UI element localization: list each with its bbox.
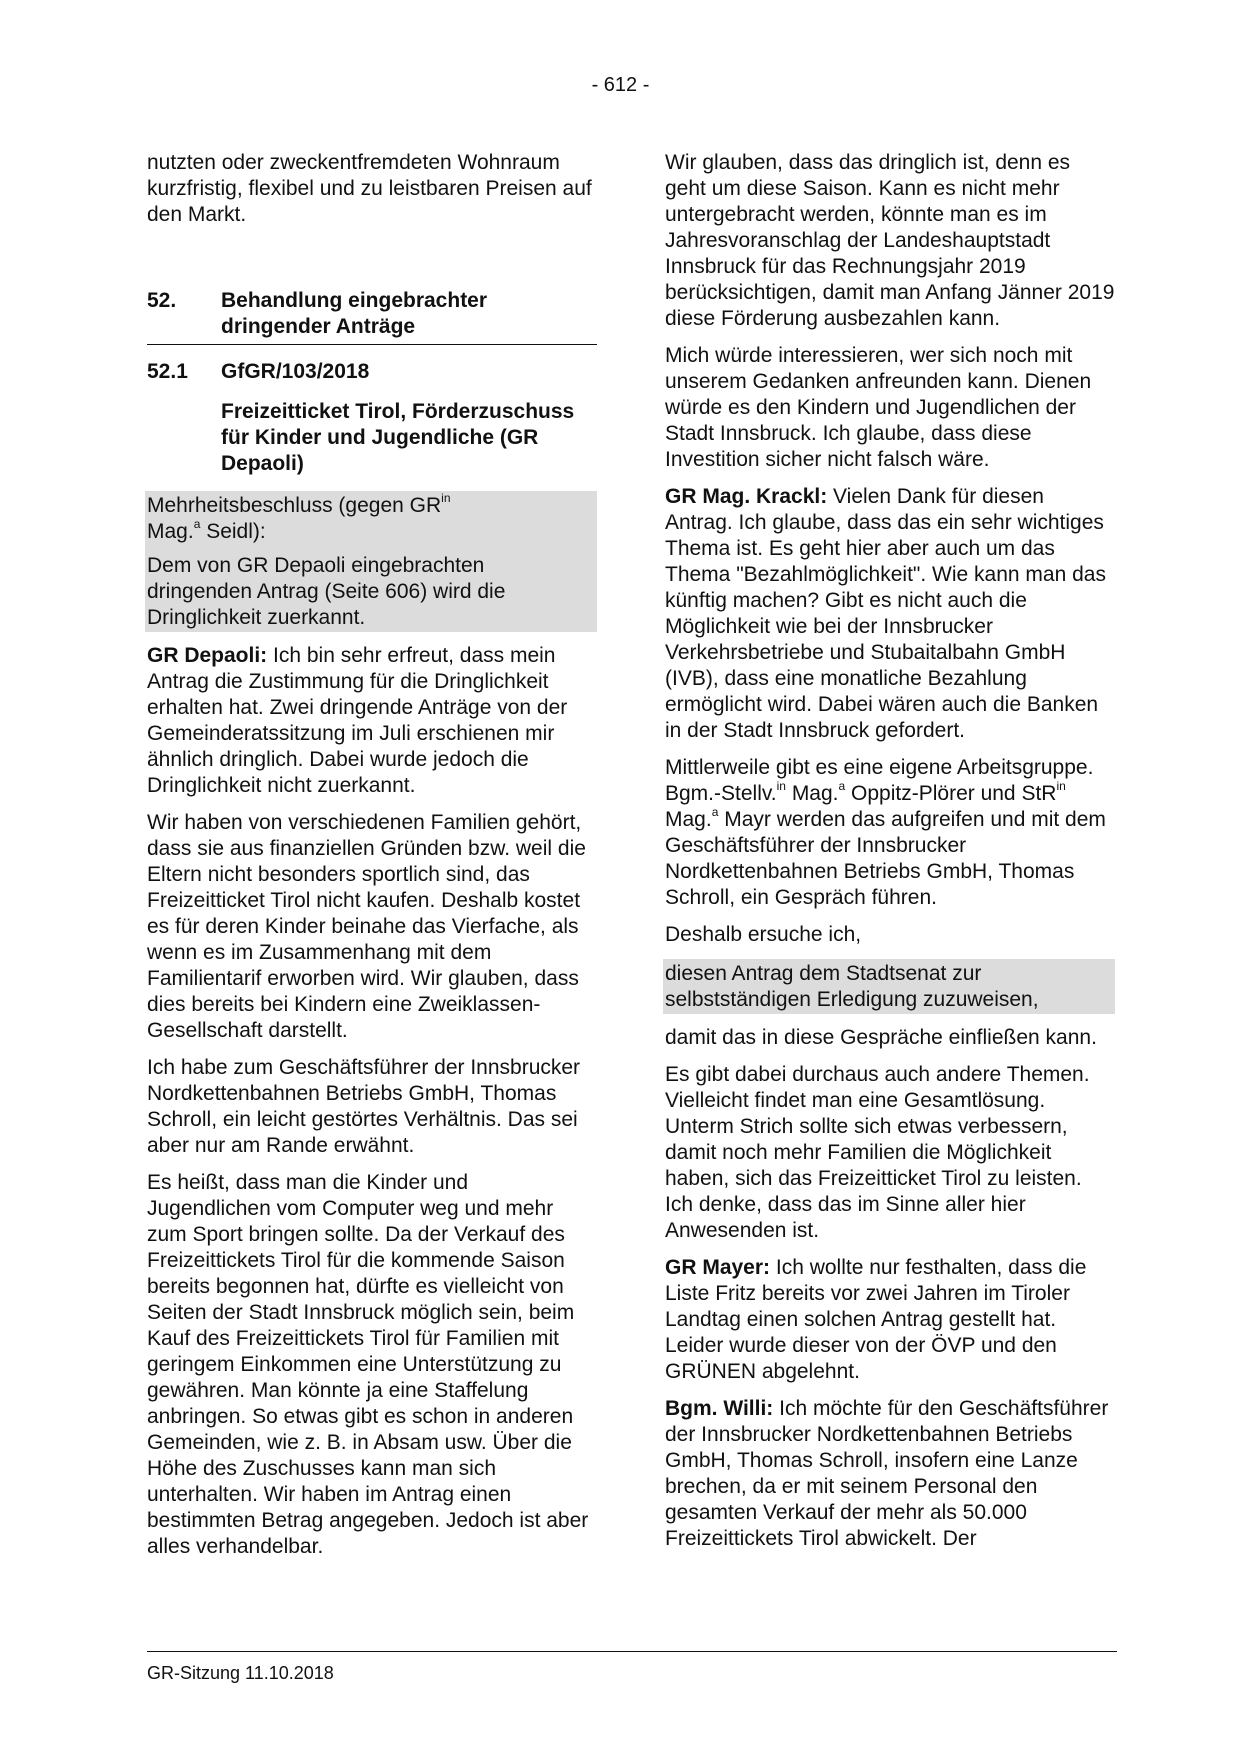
speech-paragraph: Deshalb ersuche ich, bbox=[665, 923, 862, 946]
subsection-number: 52.1 bbox=[147, 360, 188, 383]
speech-paragraph: Wir haben von verschiedenen Familien gehört, dass sie aus finanziellen Gründen bzw. weil die Eltern nicht besonders sportlich sind, das Freizeitticket Tirol nicht kaufen. Deshalb kostet es für deren Kinder beinahe das Vierfache, als wenn es im Zusammenhang mit dem Familientarif erworben wird. Wir glauben, dass dies bereits bei Kindern eine Zweiklassen-Gesellschaft darstellt. bbox=[147, 811, 586, 1042]
speech-paragraph: Es gibt dabei durchaus auch andere Themen. Vielleicht findet man eine Gesamtlösung. Unterm Strich sollte sich etwas verbessern, damit noch mehr Familien die Möglichkeit haben, sich das Freizeitticket Tirol zu leisten. Ich denke, dass das im Sinne aller hier Anwesenden ist. bbox=[665, 1063, 1090, 1242]
speech-depaoli: GR Depaoli: Ich bin sehr erfreut, dass mein Antrag die Zustimmung für die Dringlichkeit erhalten hat. Zwei dringende Anträge von der Gemeinderatssitzung im Juli erschienen mir ähnlich dringlich. Dabei wurde jedoch die Dringlichkeit nicht zuerkannt. bbox=[147, 644, 568, 797]
speech-krackl: GR Mag. Krackl: Vielen Dank für diesen Antrag. Ich glaube, dass das ein sehr wichtiges Thema ist. Es geht hier aber auch um das Thema "Bezahlmöglichkeit". Wie kann man das künftig machen? Gibt es nicht auch die Möglichkeit wie bei der Innsbrucker Verkehrsbetriebe und Stubaitalbahn GmbH (IVB), dass eine monatliche Bezahlung ermöglicht wird. Dabei wären auch die Banken in der Stadt Innsbruck gefordert. bbox=[665, 485, 1106, 742]
speech-paragraph: Ich habe zum Geschäftsführer der Innsbrucker Nordkettenbahnen Betriebs GmbH, Thomas Schroll, ein leicht gestörtes Verhältnis. Das sei aber nur am Rande erwähnt. bbox=[147, 1056, 581, 1157]
intro-paragraph: nutzten oder zweckentfremdeten Wohnraum kurzfristig, flexibel und zu leistbaren Preisen auf den Markt. bbox=[147, 151, 592, 226]
speech-paragraph: Mittlerweile gibt es eine eigene Arbeitsgruppe. Bgm.-Stellv.$^{in}$ Mag.$^a$ Oppitz-Plörer und StR$^{in}$ Mag.$^a$ Mayr werden das aufgreifen und mit dem Geschäftsführer der Innsbrucker Nordkettenbahnen Betriebs GmbH, Thomas Schroll, ein Gespräch führen. bbox=[665, 756, 1106, 909]
speech-paragraph: Es heißt, dass man die Kinder und Jugendlichen vom Computer weg und mehr zum Sport bringen sollte. Da der Verkauf des Freizeittickets Tirol für die kommende Saison bereits begonnen hat, dürfte es vielleicht von Seiten der Stadt Innsbruck möglich sein, beim Kauf des Freizeittickets Tirol für Familien mit geringem Einkommen eine Unterstützung zu gewähren. Man könnte ja eine Staffelung anbringen. So etwas gibt es schon in anderen Gemeinden, wie z. B. in Absam usw. Über die Höhe des Zuschusses kann man sich unterhalten. Wir haben im Antrag einen bestimmten Betrag angegeben. Jedoch ist aber alles verhandelbar. bbox=[147, 1171, 589, 1558]
right-column bbox=[665, 150, 1115, 1563]
footer-divider bbox=[147, 1651, 1117, 1652]
speech-mayer: GR Mayer: Ich wollte nur festhalten, dass die Liste Fritz bereits vor zwei Jahren im Tiroler Landtag einen solchen Antrag gestellt hat. Leider wurde dieser von der ÖVP und den GRÜNEN abgelehnt. bbox=[665, 1256, 1087, 1383]
speech-paragraph: Mich würde interessieren, wer sich noch mit unserem Gedanken anfreunden kann. Dienen würde es den Kindern und Jugendlichen der Stadt Innsbruck. Ich glaube, dass diese Investition sicher nicht falsch wäre. bbox=[665, 344, 1092, 471]
decision-label: Mehrheitsbeschluss (gegen $GR^{in}$ Mag.$^a$ Seidl): bbox=[147, 491, 451, 543]
page-number: - 612 - bbox=[591, 74, 650, 96]
speaker-name: GR Depaoli: bbox=[147, 644, 268, 667]
speech-willi: Bgm. Willi: Ich möchte für den Geschäftsführer der Innsbrucker Nordkettenbahnen Betriebs GmbH, Thomas Schroll, insofern eine Lanze brechen, da er mit seinem Personal den gesamten Verkauf der mehr als 50.000 Freizeittickets Tirol abwickelt. Der bbox=[665, 1397, 1109, 1550]
speech-paragraph: damit das in diese Gespräche einfließen kann. bbox=[665, 1026, 1097, 1049]
decision-box bbox=[145, 491, 597, 632]
section-heading-52-1 bbox=[147, 359, 597, 385]
left-column bbox=[147, 150, 597, 1571]
request-box bbox=[663, 959, 1115, 1014]
footer-session-date: GR-Sitzung 11.10.2018 bbox=[147, 1663, 334, 1683]
request-text: diesen Antrag dem Stadtsenat zur selbstständigen Erledigung zuzuweisen, bbox=[665, 962, 1039, 1011]
speaker-name: Bgm. Willi: bbox=[665, 1397, 774, 1420]
speech-paragraph: Wir glauben, dass das dringlich ist, denn es geht um diese Saison. Kann es nicht mehr untergebracht werden, könnte man es im Jahresvoranschlag der Landeshauptstadt Innsbruck für das Rechnungsjahr 2019 berücksichtigen, damit man Anfang Jänner 2019 diese Förderung ausbezahlen kann. bbox=[665, 151, 1115, 330]
speaker-name: GR Mag. Krackl: bbox=[665, 485, 828, 508]
section-title: Behandlung eingebrachter dringender Anträge bbox=[221, 289, 488, 338]
subsection-reference: GfGR/103/2018 bbox=[221, 360, 370, 383]
section-heading-52 bbox=[147, 288, 597, 345]
section-number: 52. bbox=[147, 289, 177, 312]
motion-title: Freizeitticket Tirol, Förderzuschuss für Kinder und Jugendliche (GR Depaoli) bbox=[221, 400, 575, 475]
speaker-name: GR Mayer: bbox=[665, 1256, 771, 1279]
decision-text: Dem von GR Depaoli eingebrachten dringenden Antrag (Seite 606) wird die Dringlichkeit zuerkannt. bbox=[147, 554, 506, 629]
